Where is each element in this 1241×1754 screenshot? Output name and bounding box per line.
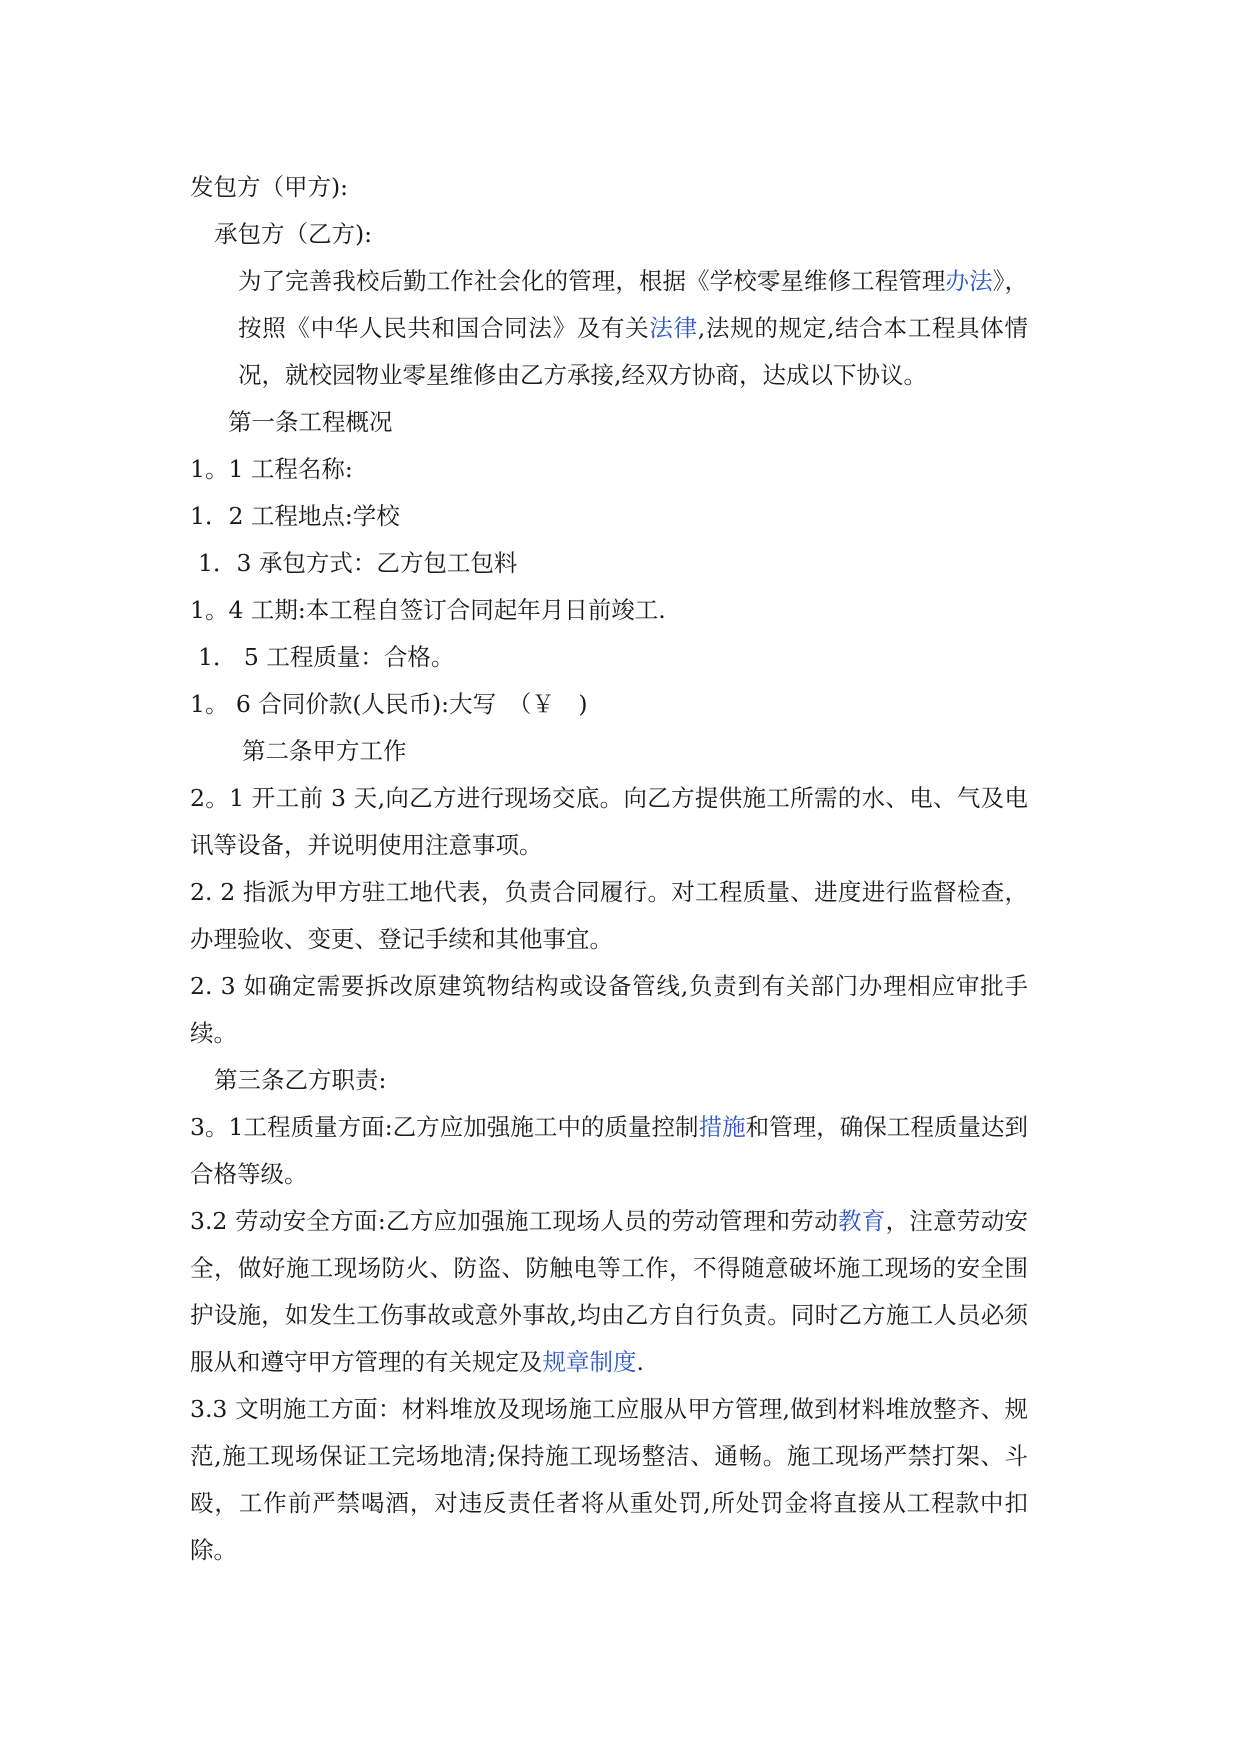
article1-item-5: 1． 5 工程质量：合格。 — [198, 643, 455, 671]
article2-item-2: 2. 2 指派为甲方驻工地代表，负责合同履行。对工程质量、进度进行监督检查，办理验收、变更、登记手续和其他事宜。 — [190, 878, 1028, 953]
article3-item-2-text-a: 3.2 劳动安全方面:乙方应加强施工现场人员的劳动管理和劳动 — [190, 1207, 838, 1235]
article2-title: 第二条甲方工作 — [242, 737, 407, 765]
party-b-line: 承包方（乙方): — [214, 220, 373, 248]
intro-text-1: 为了完善我校后勤工作社会化的管理，根据《学校零星维修工程管理 — [238, 267, 946, 295]
link-cuoshi[interactable]: 措施 — [698, 1113, 746, 1141]
article2-item-3: 2. 3 如确定需要拆改原建筑物结构或设备管线,负责到有关部门办理相应审批手续。 — [190, 972, 1028, 1047]
link-falv[interactable]: 法律 — [649, 314, 698, 342]
link-guizhang-zhidu[interactable]: 规章制度 — [542, 1348, 637, 1376]
article3-item-2 — [190, 1198, 1028, 1386]
article3-item-1-text-a: 3。1工程质量方面:乙方应加强施工中的质量控制 — [190, 1113, 699, 1141]
article1-item-2: 1．2 工程地点:学校 — [190, 502, 400, 530]
intro-text-2: 》，按照《中华人民共和国合同法》及有关 — [238, 267, 1029, 342]
article1-item-1: 1。1 工程名称: — [190, 455, 353, 483]
article1-title: 第一条工程概况 — [228, 408, 393, 436]
article3-item-3: 3.3 文明施工方面：材料堆放及现场施工应服从甲方管理,做到材料堆放整齐、规范,施工现场保证工完场地清;保持施工现场整洁、通畅。施工现场严禁打架、斗殴，工作前严禁喝酒，对违反责任者将从重处罚,所处罚金将直接从工程款中扣除。 — [190, 1395, 1028, 1564]
article3-item-2-text-b: ，注意劳动安全，做好施工现场防火、防盗、防触电等工作，不得随意破坏施工现场的安全围护设施，如发生工伤事故或意外事故,均由乙方自行负责。同时乙方施工人员必须服从和遵守甲方管理的有关规定及 — [190, 1207, 1029, 1376]
intro-text-3: ,法规的规定,结合本工程具体情况，就校园物业零星维修由乙方承接,经双方协商，达成以下协议。 — [238, 314, 1028, 389]
article3-item-1-text-b: 和管理，确保工程质量达到合格等级。 — [190, 1113, 1029, 1188]
link-jiaoyu[interactable]: 教育 — [838, 1207, 886, 1235]
link-banfa[interactable]: 办法 — [945, 267, 993, 295]
article1-item-3: 1．3 承包方式：乙方包工包料 — [198, 549, 518, 577]
party-a-line: 发包方（甲方): — [190, 173, 349, 201]
article1-item-6: 1。 6 合同价款(人民币):大写 （￥ ) — [190, 690, 588, 718]
article3-title: 第三条乙方职责: — [214, 1066, 387, 1094]
article1-item-4: 1。4 工期:本工程自签订合同起年月日前竣工. — [190, 596, 666, 624]
article3-item-2-text-c: . — [636, 1348, 644, 1376]
article3-item-1 — [190, 1104, 1028, 1198]
contract-body — [190, 164, 1028, 1574]
intro-paragraph — [190, 258, 1028, 399]
article2-item-1: 2。1 开工前 3 天,向乙方进行现场交底。向乙方提供施工所需的水、电、气及电讯等设备，并说明使用注意事项。 — [190, 784, 1028, 859]
